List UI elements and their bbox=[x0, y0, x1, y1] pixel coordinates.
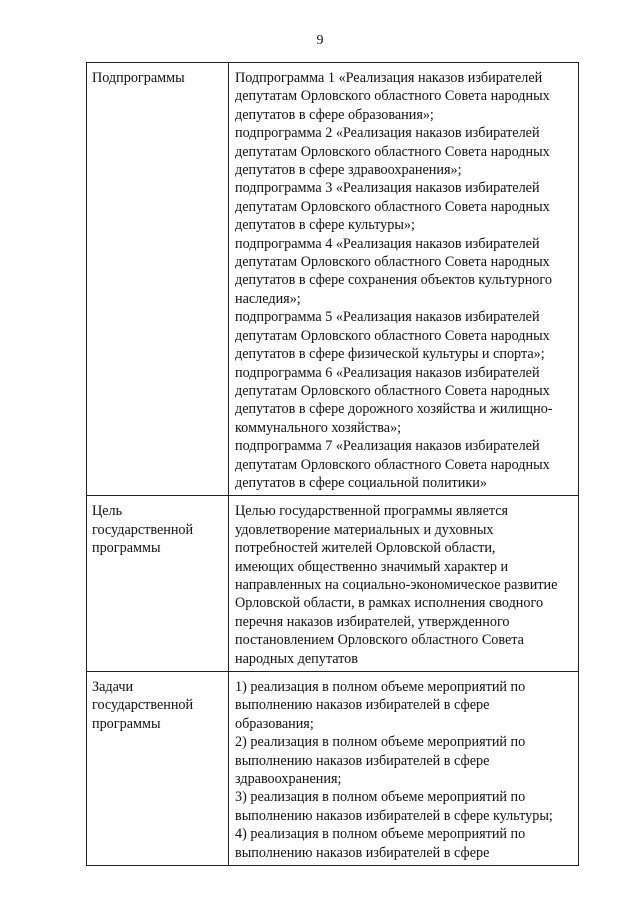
label-line: программы bbox=[92, 715, 161, 732]
content-line: подпрограмма 6 «Реализация наказов избирателей bbox=[235, 364, 540, 381]
content-line: направленных на социально-экономическое развитие bbox=[235, 576, 558, 593]
label-cell-subprograms bbox=[87, 63, 229, 496]
label-line: Задачи bbox=[92, 679, 134, 695]
program-passport-table bbox=[86, 62, 579, 866]
content-line: перечня наказов избирателей, утвержденного bbox=[235, 613, 510, 630]
content-line: депутатов в сфере образования»; bbox=[235, 106, 434, 123]
content-line: депутатов в сфере физической культуры и спорта»; bbox=[235, 346, 545, 363]
content-line: Орловской области, в рамках исполнения сводного bbox=[235, 595, 544, 612]
content-line: здравоохранения; bbox=[235, 771, 342, 788]
content-line: депутатам Орловского областного Совета народных bbox=[235, 327, 550, 344]
label-line: государственной bbox=[92, 697, 194, 714]
content-line: выполнению наказов избирателей в сфере bbox=[235, 752, 490, 769]
content-cell-subprograms bbox=[229, 63, 579, 496]
label-cell-goal bbox=[87, 496, 229, 672]
content-line: Целью государственной программы является bbox=[235, 503, 509, 520]
table-row-goal bbox=[87, 496, 579, 672]
content-line: депутатам Орловского областного Совета народных bbox=[235, 382, 550, 399]
content-cell-goal bbox=[229, 496, 579, 672]
content-line: 4) реализация в полном объеме мероприятий по bbox=[235, 826, 526, 843]
content-line: потребностей жителей Орловской области, bbox=[235, 540, 496, 557]
page-number: 9 bbox=[316, 33, 324, 48]
content-cell-tasks bbox=[229, 672, 579, 866]
content-line: подпрограмма 5 «Реализация наказов избирателей bbox=[235, 309, 540, 326]
content-line: коммунального хозяйства»; bbox=[235, 419, 402, 436]
content-line: депутатов в сфере сохранения объектов культурного bbox=[235, 272, 552, 289]
content-line: депутатов в сфере здравоохранения»; bbox=[235, 162, 462, 179]
content-line: удовлетворение материальных и духовных bbox=[235, 521, 494, 538]
content-line: депутатам Орловского областного Совета народных bbox=[235, 254, 550, 271]
content-line: подпрограмма 4 «Реализация наказов избирателей bbox=[235, 235, 540, 252]
content-line: наследия»; bbox=[235, 290, 301, 307]
content-line: подпрограмма 7 «Реализация наказов избирателей bbox=[235, 438, 540, 455]
content-line: депутатов в сфере культуры»; bbox=[235, 217, 415, 234]
content-line: выполнению наказов избирателей в сфере культуры; bbox=[235, 807, 553, 824]
content-line: подпрограмма 2 «Реализация наказов избирателей bbox=[235, 125, 540, 142]
table-row-subprograms bbox=[87, 63, 579, 496]
content-line: 3) реализация в полном объеме мероприятий по bbox=[235, 789, 526, 806]
label-line: государственной bbox=[92, 521, 194, 538]
label-line: Подпрограммы bbox=[92, 70, 185, 86]
content-line: депутатам Орловского областного Совета народных bbox=[235, 198, 550, 215]
label-line: Цель bbox=[92, 503, 123, 520]
table-row-tasks bbox=[87, 672, 579, 866]
content-line: образования; bbox=[235, 715, 314, 732]
content-line: депутатам Орловского областного Совета народных bbox=[235, 88, 550, 105]
label-line: программы bbox=[92, 540, 161, 557]
content-line: выполнению наказов избирателей в сфере bbox=[235, 697, 490, 714]
label-cell-tasks bbox=[87, 672, 229, 866]
content-line: депутатам Орловского областного Совета народных bbox=[235, 456, 550, 473]
content-line: депутатов в сфере социальной политики» bbox=[235, 474, 487, 491]
content-line: депутатов в сфере дорожного хозяйства и жилищно- bbox=[235, 401, 553, 418]
content-line: постановлением Орловского областного Совета bbox=[235, 632, 524, 649]
content-line: 2) реализация в полном объеме мероприятий по bbox=[235, 734, 526, 751]
content-line: депутатам Орловского областного Совета народных bbox=[235, 143, 550, 160]
content-line: народных депутатов bbox=[235, 650, 358, 667]
content-line: Подпрограмма 1 «Реализация наказов избирателей bbox=[235, 70, 543, 86]
content-line: подпрограмма 3 «Реализация наказов избирателей bbox=[235, 180, 540, 197]
content-line: выполнению наказов избирателей в сфере bbox=[235, 844, 490, 861]
content-line: имеющих общественно значимый характер и bbox=[235, 558, 509, 575]
content-line: 1) реализация в полном объеме мероприятий по bbox=[235, 679, 526, 695]
